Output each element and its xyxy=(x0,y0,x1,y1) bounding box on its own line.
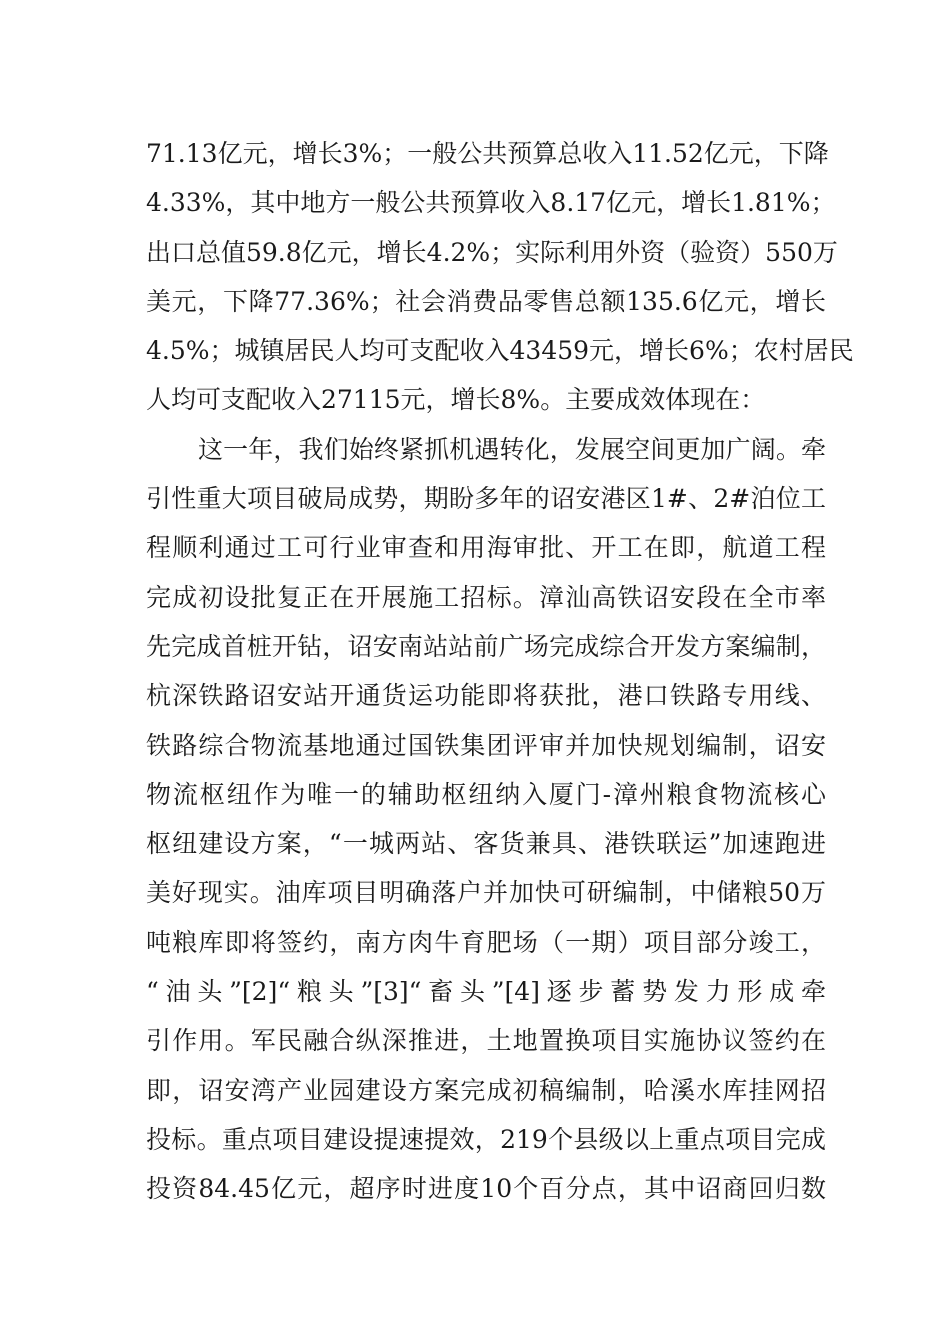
paragraph-start-line: 这一年，我们始终紧抓机遇转化，发展空间更加广阔。牵 xyxy=(198,434,826,464)
text-line: 人均可支配收入27115元，增长8%。主要成效体现在： xyxy=(146,385,766,415)
text-line: 引作用。军民融合纵深推进，土地置换项目实施协议签约在 xyxy=(146,1026,826,1056)
text-line: 即，诏安湾产业园建设方案完成初稿编制，哈溪水库挂网招 xyxy=(146,1075,826,1105)
body-text xyxy=(146,129,854,1214)
text-line: 枢纽建设方案，“一城两站、客货兼具、港铁联运”加速跑进 xyxy=(146,829,826,859)
text-line: 程顺利通过工可行业审查和用海审批、开工在即，航道工程 xyxy=(146,533,826,563)
text-line: 铁路综合物流基地通过国铁集团评审并加快规划编制，诏安 xyxy=(146,730,826,760)
text-line: 71.13亿元，增长3%；一般公共预算总收入11.52亿元，下降 xyxy=(146,139,829,168)
text-line: 吨粮库即将签约，南方肉牛育肥场（一期）项目部分竣工， xyxy=(146,927,826,957)
text-line: 杭深铁路诏安站开通货运功能即将获批，港口铁路专用线、 xyxy=(146,681,826,711)
text-line: 出口总值59.8亿元，增长4.2%；实际利用外资（验资）550万 xyxy=(146,237,838,267)
text-line: 4.5%；城镇居民人均可支配收入43459元，增长6%；农村居民 xyxy=(146,336,854,366)
text-line: 4.33%，其中地方一般公共预算收入8.17亿元，增长1.81%； xyxy=(146,188,836,218)
text-line: 物流枢纽作为唯一的辅助枢纽纳入厦门-漳州粮食物流核心 xyxy=(146,779,826,809)
text-line: 投资84.45亿元，超序时进度10个百分点，其中诏商回归数 xyxy=(146,1174,826,1204)
text-line: 投标。重点项目建设提速提效，219个县级以上重点项目完成 xyxy=(146,1124,826,1154)
text-line: 先完成首桩开钻，诏安南站站前广场完成综合开发方案编制， xyxy=(146,631,826,661)
text-line: 完成初设批复正在开展施工招标。漳汕高铁诏安段在全市率 xyxy=(146,582,826,612)
text-line: 美元，下降77.36%；社会消费品零售总额135.6亿元，增长 xyxy=(146,286,826,316)
text-line: 美好现实。油库项目明确落户并加快可研编制，中储粮50万 xyxy=(146,878,826,908)
text-line: 引性重大项目破局成势，期盼多年的诏安港区1#、2#泊位工 xyxy=(146,484,826,514)
text-line: “油头”[2]“粮头”[3]“畜头”[4]逐步蓄势发力形成牵 xyxy=(146,977,826,1007)
